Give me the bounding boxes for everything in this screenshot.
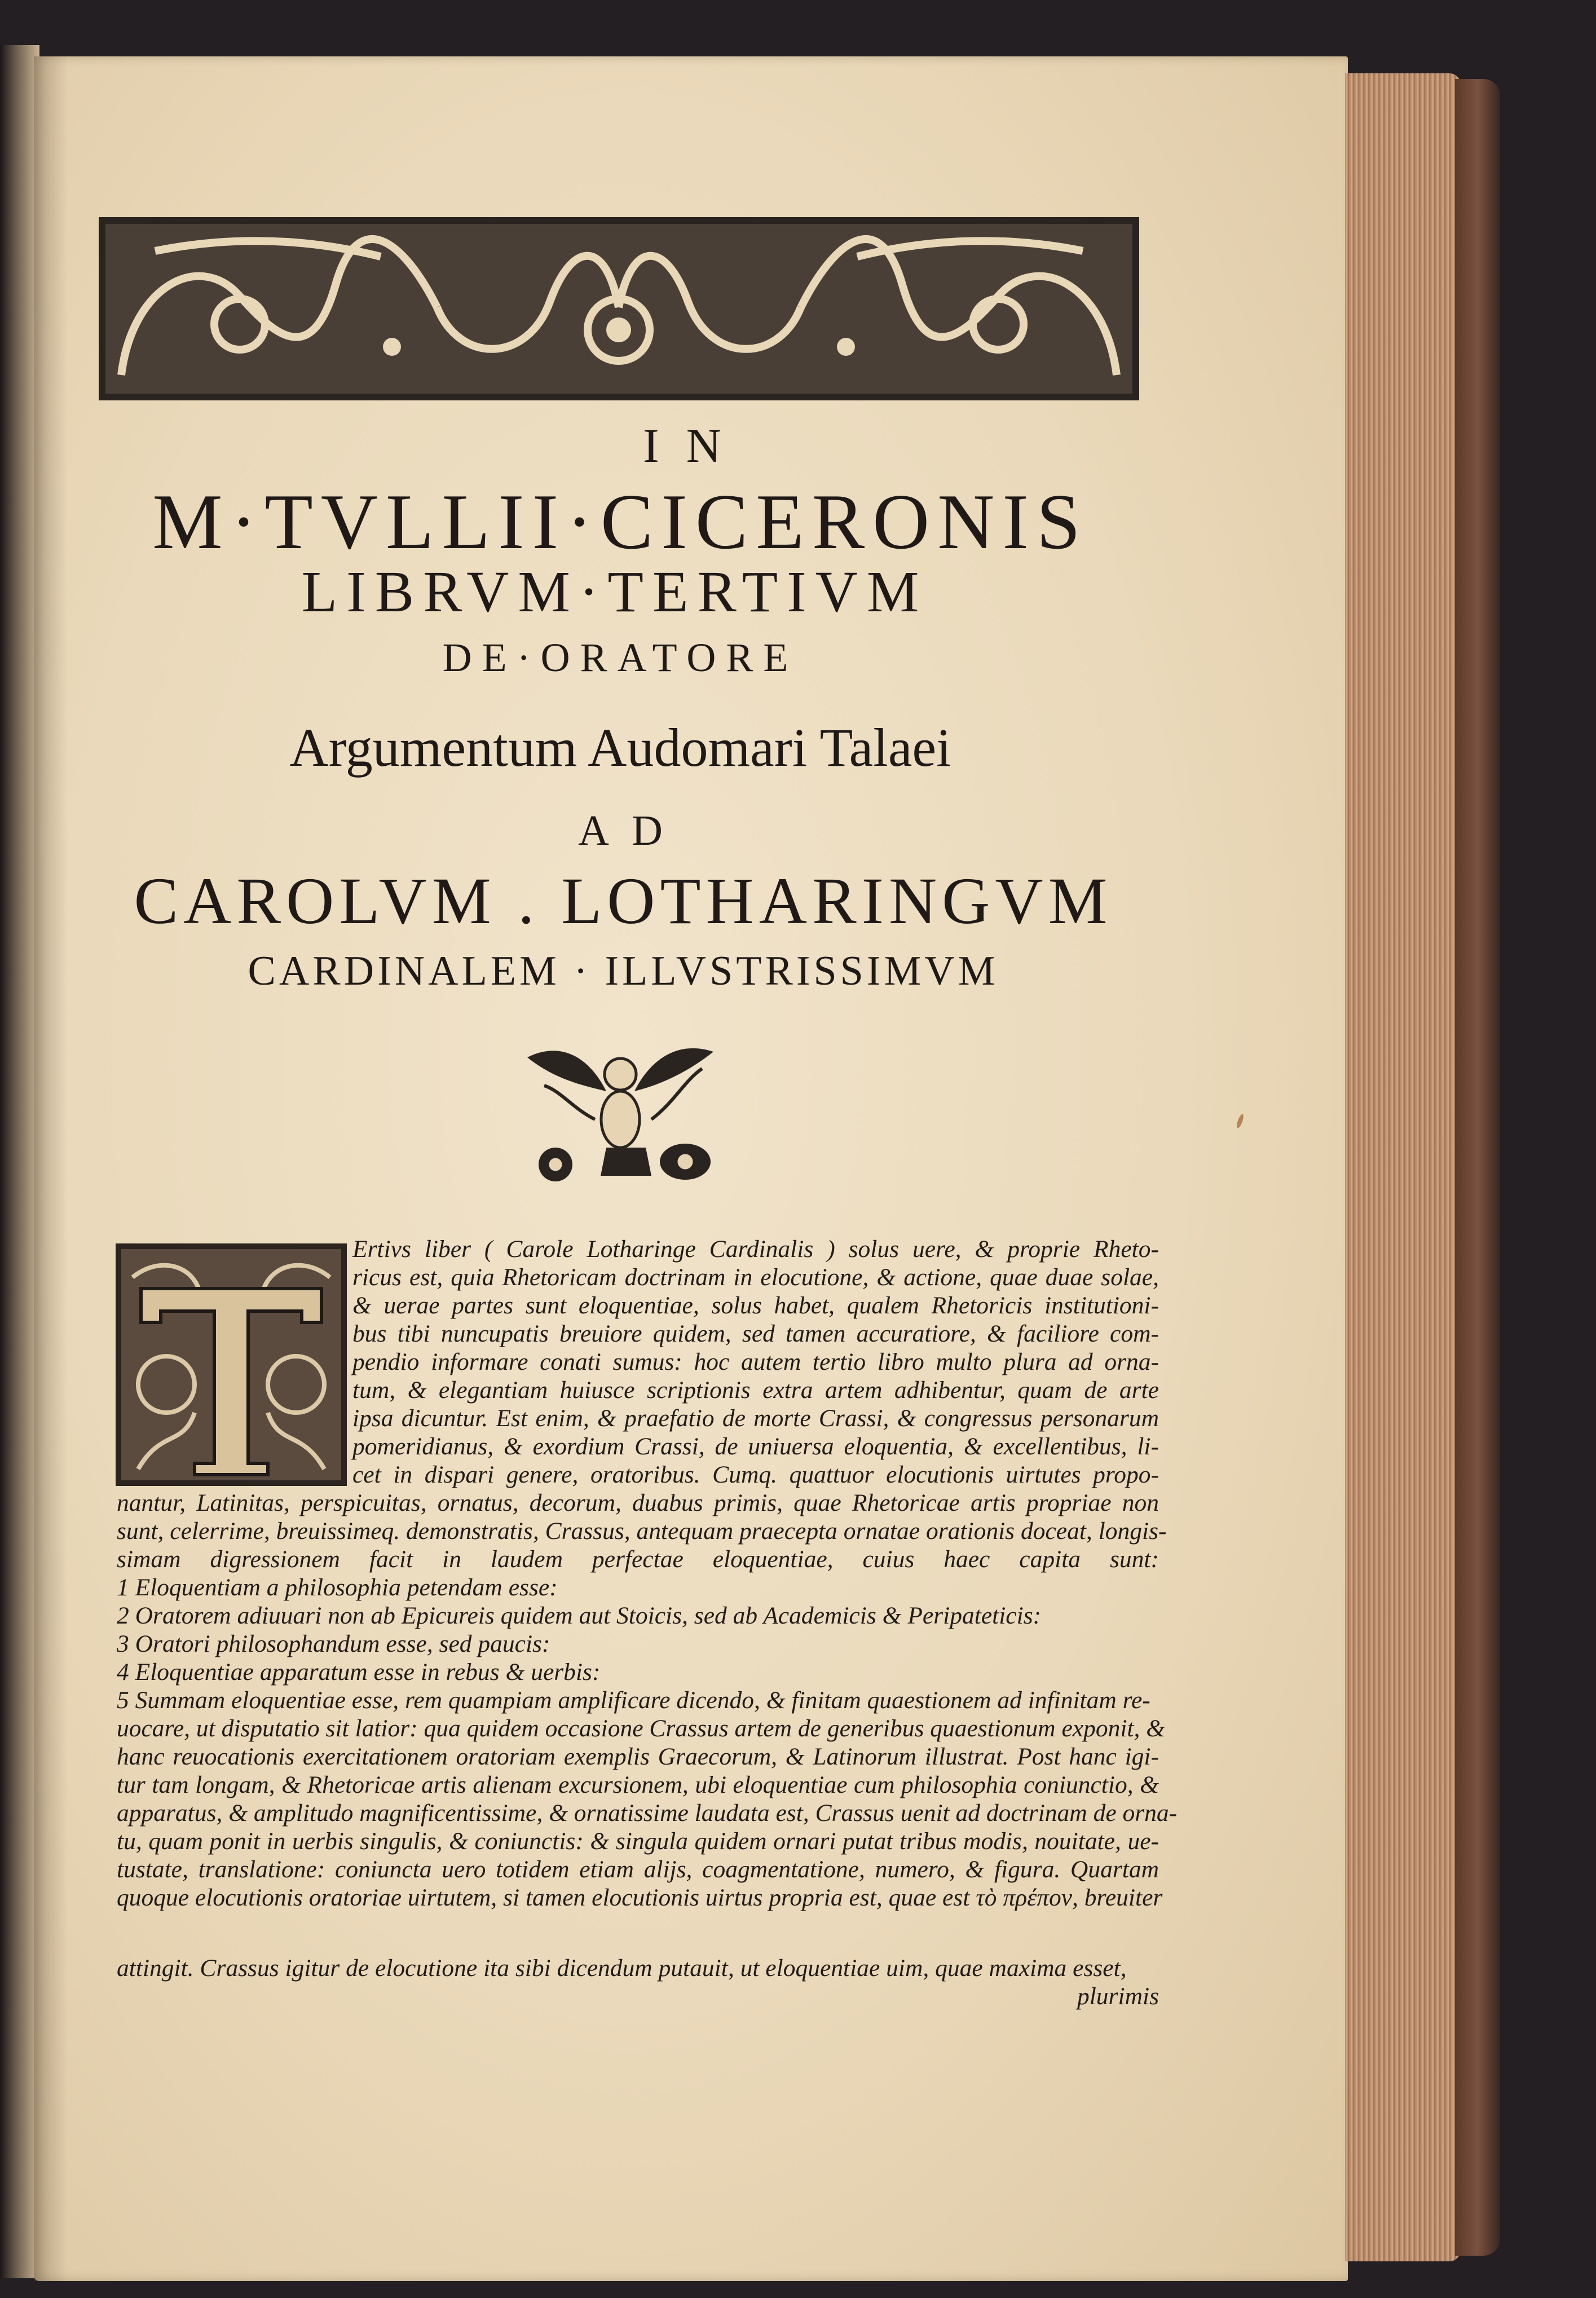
list-item: 2 Oratorem adiuuari non ab Epicureis quidem aut Stoicis, sed ab Academicis & Peripateticis: (117, 1602, 1042, 1629)
text-line: Ertivs liber ( Carole Lotharinge Cardinalis ) solus uere, & proprie Rheto- (352, 1236, 1159, 1263)
title-work: DE·ORATORE (442, 635, 799, 680)
text-line: ipsa dicuntur. Est enim, & praefatio de morte Crassi, & congressus personarum (352, 1405, 1159, 1432)
list-item: 4 Eloquentiae apparatum esse in rebus & uerbis: (117, 1659, 601, 1686)
text-line: apparatus, & amplitudo magnificentissime, & ornatissime laudata est, Crassus uenit ad doctrinam de orna- (117, 1799, 1178, 1827)
text-line: cet in dispari genere, oratoribus. Cumq. quattuor elocutionis uirtutes propo- (352, 1461, 1159, 1488)
list-item: 3 Oratori philosophandum esse, sed paucis: (117, 1630, 550, 1657)
dedicatee-title: CARDINALEM · ILLVSTRISSIMVM (248, 948, 999, 994)
page-gutter-shadow (34, 56, 68, 2281)
text-line: tu, quam ponit in uerbis singulis, & coniunctis: & singula quidem ornari putat tribus modis, nouitate, ue- (117, 1828, 1159, 1855)
text-line: quoque elocutionis oratoriae uirtutem, si tamen elocutionis uirtus propria est, quae est τὸ πρέπον, breuiter (117, 1884, 1163, 1911)
last-text-line: attingit. Crassus igitur de elocutione ita sibi dicendum putauit, ut eloquentiae uim, quae maxima esset, (117, 1955, 1127, 1982)
text-line: tum, & elegantiam huiusce scriptionis extra artem adhibentur, quam de arte (352, 1377, 1159, 1404)
title-author: M·TVLLII·CICERONIS (152, 478, 1088, 566)
text-line: uocare, ut disputatio sit latior: qua quidem occasione Crassus artem de generibus quaestionum exponit, & (117, 1715, 1166, 1742)
catchword: plurimis (1077, 1983, 1159, 2010)
title-book: LIBRVM·TERTIVM (301, 559, 928, 624)
list-item: 5 Summam eloquentiae esse, rem quampiam amplificare dicendo, & finitam quaestionem ad infinitam re- (117, 1687, 1150, 1714)
text-line: nantur, Latinitas, perspicuitas, ornatus, decorum, duabus primis, quae Rhetoricae artis propriae non (117, 1489, 1159, 1516)
initial-letter-t-icon (116, 1243, 347, 1486)
text-line: bus tibi nuncupatis breuiore quidem, sed tamen accuratiore, & faciliore com- (352, 1320, 1159, 1347)
dedication-ad: AD (578, 807, 685, 854)
subtitle-argumentum: Argumentum Audomari Talaei (289, 717, 951, 778)
page-edges (1345, 73, 1461, 2261)
text-line: & uerae partes sunt eloquentiae, solus habet, qualem Rhetoricis institutioni- (352, 1292, 1159, 1319)
ornamental-headpiece-icon (99, 217, 1139, 400)
text-line: simam digressionem facit in laudem perfectae eloquentiae, cuius haec capita sunt: (117, 1546, 1159, 1573)
text-line: pendio informare conati sumus: hoc autem tertio libro multo plura ad orna- (352, 1348, 1159, 1375)
text-line: tur tam longam, & Rhetoricae artis alienam excursionem, ubi eloquentiae cum philosophia coniunctio, & (117, 1771, 1159, 1798)
title-in: IN (643, 418, 748, 473)
dedicatee-name: CAROLVM . LOTHARINGVM (134, 864, 1113, 938)
text-line: sunt, celerrime, breuissimeq. demonstratis, Crassus, antequam praecepta ornatae orationis doceat, longis- (117, 1518, 1167, 1545)
cherub-vignette-icon (516, 1035, 725, 1187)
book-binding (1455, 79, 1500, 2256)
text-line: ricus est, quia Rhetoricam doctrinam in elocutione, & actione, quae duae solae, (352, 1264, 1159, 1291)
text-line: hanc reuocationis exercitationem oratoriam exemplis Graecorum, & Latinorum illustrat. Post hanc igi- (117, 1743, 1159, 1770)
list-item: 1 Eloquentiam a philosophia petendam esse: (117, 1574, 558, 1601)
text-line: pomeridianus, & exordium Crassi, de uniuersa eloquentia, & excellentibus, li- (352, 1433, 1159, 1460)
text-line: tustate, translatione: coniuncta uero totidem etiam alijs, coagmentatione, numero, & figura. Quartam (117, 1856, 1159, 1883)
